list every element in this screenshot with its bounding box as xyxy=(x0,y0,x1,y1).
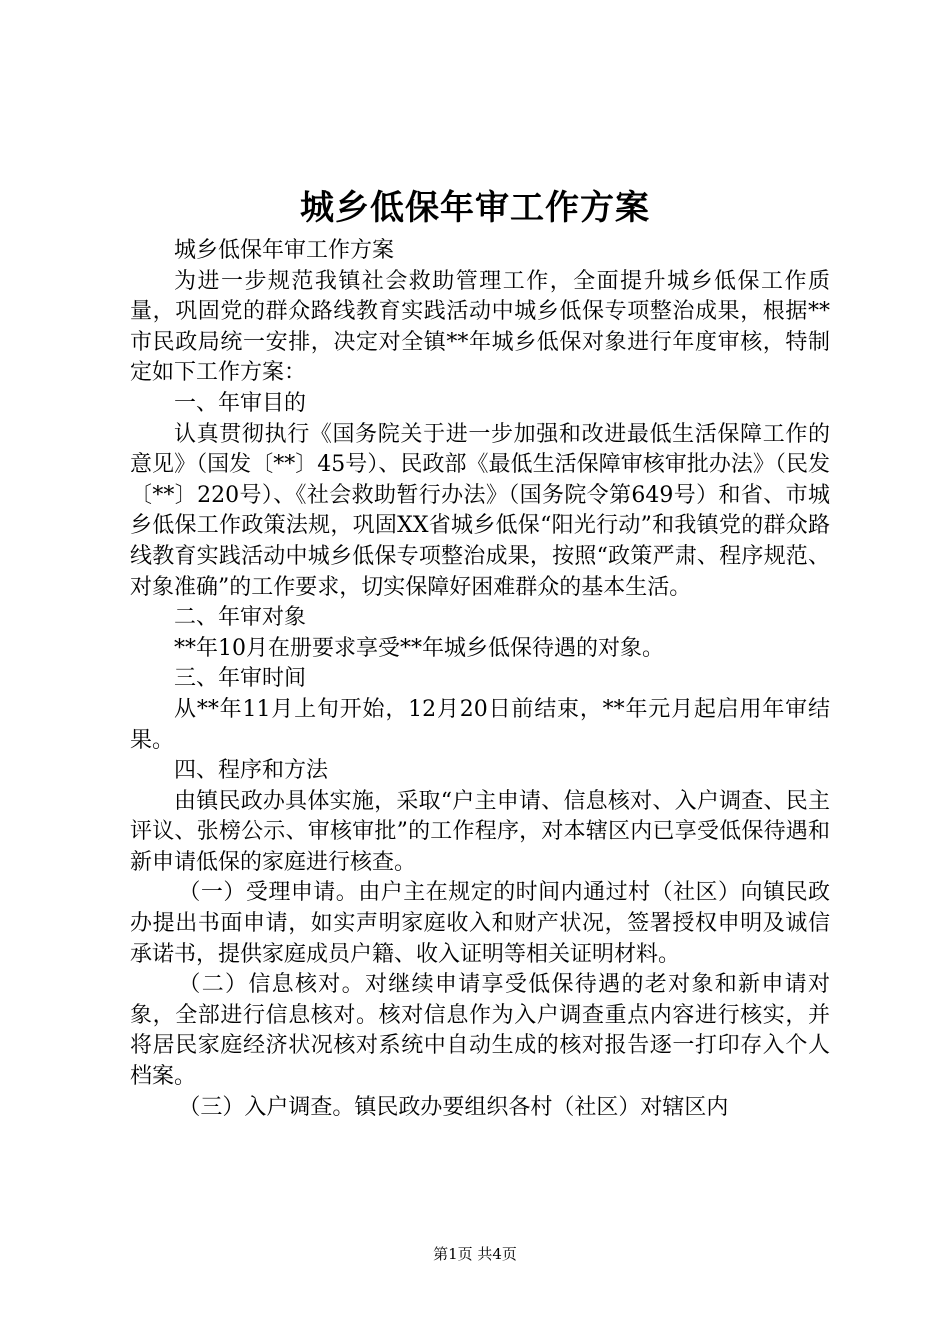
section-heading-purpose: 一、年审目的 xyxy=(174,390,307,416)
paragraph-step-2: （二）信息核对。对继续申请享受低保待遇的老对象和新申请对象，全部进行信息核对。核对信息作为入户调查重点内容进行核实，并将居民家庭经济状况核对系统中自动生成的核对报告逐一打印存入个人档案。 xyxy=(130,972,830,1090)
paragraph-heading-repeat: 城乡低保年审工作方案 xyxy=(174,238,395,263)
section-heading-time: 三、年审时间 xyxy=(174,666,307,692)
page-footer: 第1页 共4页 xyxy=(433,1245,517,1263)
paragraph-targets: **年10月在册要求享受**年城乡低保待遇的对象。 xyxy=(174,635,664,661)
paragraph-procedure: 由镇民政办具体实施，采取“户主申请、信息核对、入户调查、民主评议、张榜公示、审核审批”的工作程序，对本辖区内已享受低保待遇和新申请低保的家庭进行核查。 xyxy=(130,788,830,875)
section-heading-procedure: 四、程序和方法 xyxy=(174,758,329,784)
paragraph-step-3: （三）入户调查。镇民政办要组织各村（社区）对辖区内 xyxy=(178,1094,729,1120)
document-title: 城乡低保年审工作方案 xyxy=(300,188,650,228)
paragraph-step-1: （一）受理申请。由户主在规定的时间内通过村（社区）向镇民政办提出书面申请，如实声明家庭收入和财产状况，签署授权申明及诚信承诺书，提供家庭成员户籍、收入证明等相关证明材料。 xyxy=(130,880,830,967)
paragraph-intro: 为进一步规范我镇社会救助管理工作，全面提升城乡低保工作质量，巩固党的群众路线教育实践活动中城乡低保专项整治成果，根据**市民政局统一安排，决定对全镇**年城乡低保对象进行年度审核，特制定如下工作方案： xyxy=(130,268,830,386)
section-heading-targets: 二、年审对象 xyxy=(174,605,307,631)
paragraph-purpose: 认真贯彻执行《国务院关于进一步加强和改进最低生活保障工作的意见》（国发〔**〕45号）、民政部《最低生活保障审核审批办法》（民发〔**〕220号）、《社会救助暂行办法》（国务院令第649号）和省、市城乡低保工作政策法规，巩固XX省城乡低保“阳光行动”和我镇党的群众路线教育实践活动中城乡低保专项整治成果，按照“政策严肃、程序规范、对象准确”的工作要求，切实保障好困难群众的基本生活。 xyxy=(130,421,830,600)
document-body xyxy=(130,236,830,1123)
paragraph-time: 从**年11月上旬开始，12月20日前结束，**年元月起启用年审结果。 xyxy=(130,696,830,753)
